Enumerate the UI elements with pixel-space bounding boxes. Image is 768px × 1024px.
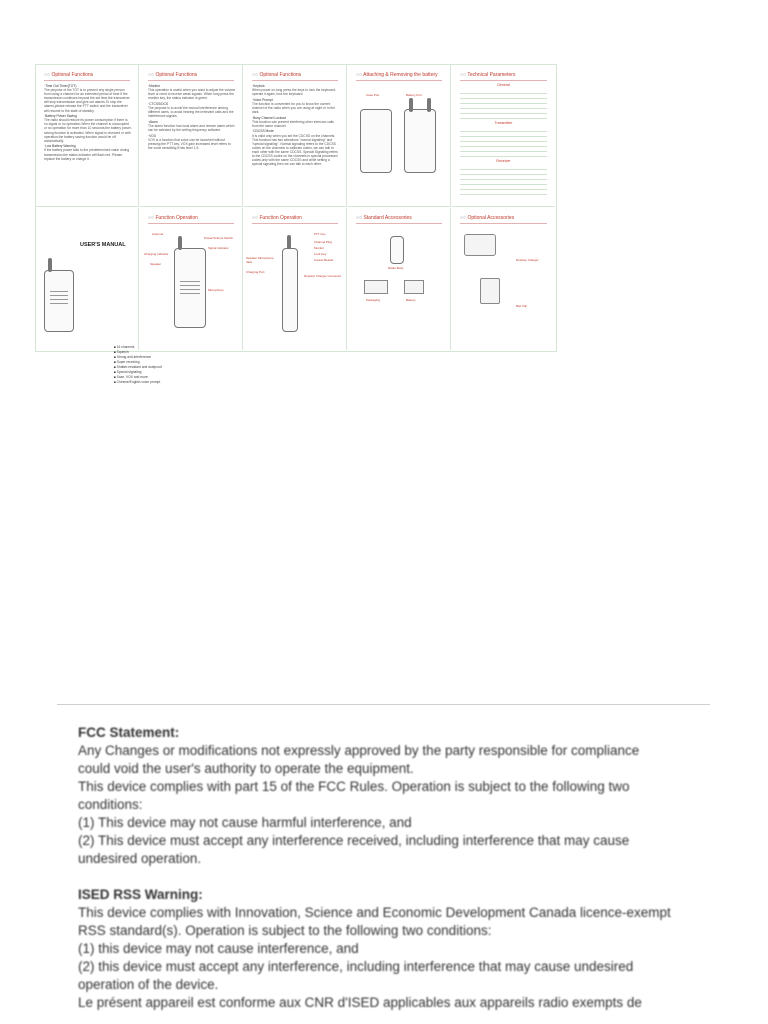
feature-item: ■ Strong anti-interference [114, 355, 162, 360]
panel-text [252, 84, 340, 168]
para-heading: ·Monitor [148, 84, 161, 88]
charging-port-label: Charging Port [246, 270, 265, 274]
lock-key-label: Lock Key [314, 252, 327, 256]
panel-optional-accessories [452, 208, 555, 350]
para-body: If the battery power falls to the predetermined value during transmission,the status indicator will flash red. Please replace the battery or charge it. [44, 148, 130, 161]
panel-function-operation-2 [244, 208, 347, 350]
section-receiver: Receiver [496, 159, 511, 163]
para-body: VOX is a function that voice can be launched without pressing the PTT key. VOX gain increased level refers to the voice sensitivity,it has level 1-9. [148, 137, 231, 150]
panel-optional-functions-3 [244, 65, 347, 207]
microphone-label: Microphone [208, 288, 224, 292]
panel-title: ○○ Optional Functions [44, 72, 93, 78]
feature-item: ■ Super receiving [114, 360, 162, 365]
panel-optional-functions-2 [140, 65, 243, 207]
feature-item: ■ Chinese/English voice prompt [114, 380, 162, 385]
speaker-label: Speaker [150, 262, 162, 266]
desktop-charger-image [464, 234, 496, 256]
title-rule [356, 80, 442, 81]
charging-indicator-label: Charging Indicator [144, 252, 169, 256]
fcc-line: conditions: [78, 797, 143, 812]
panel-title: ○○ Technical Parameters [460, 72, 515, 78]
ised-line: Le présent appareil est conforme aux CNR d'ISED applicables aux appareils radio exempts de [78, 995, 642, 1010]
users-manual-title: USER'S MANUAL [80, 242, 126, 248]
title-rule [148, 80, 234, 81]
belt-clip-label: Belt Clip [516, 304, 528, 308]
param-row [460, 114, 547, 119]
panel-text [148, 84, 236, 151]
ised-heading: ISED RSS Warning: [78, 887, 203, 902]
antenna-shape [409, 98, 413, 112]
panel-standard-accessories [348, 208, 451, 350]
para-heading: ·Battery Power Saving [44, 114, 77, 119]
fcc-line: (1) This device may not cause harmful interference, and [78, 815, 412, 830]
title-rule [356, 223, 442, 224]
para-body: This function can prevent interfering other intercom calls from the same channel. [252, 119, 334, 128]
radio-front-diagram [174, 248, 206, 328]
desktop-charger-label: Desktop Charger [516, 258, 539, 262]
radio-front-image [360, 109, 392, 173]
antenna-label: Antenna [152, 232, 164, 236]
speaker-grille [50, 291, 68, 296]
spacer [78, 868, 718, 886]
power-volume-label: Power/Volume Switch [204, 236, 234, 240]
manual-sheet [35, 64, 557, 384]
title-rule [460, 223, 547, 224]
fcc-line: Any Changes or modifications not expressly approved by the party responsible for compliance [78, 743, 640, 758]
mic-jack-label: Speaker Microphone Jack [246, 256, 274, 264]
belt-clip-image [480, 278, 500, 304]
battery-port-label: Battery Port [406, 93, 422, 97]
para-heading: ·Low Battery Warning [44, 144, 76, 149]
ptt-key-label: PTT Key [314, 232, 326, 236]
speaker-grille [180, 289, 199, 294]
signal-indicator-label: Signal Indicator [208, 246, 229, 250]
feature-list [114, 345, 162, 385]
feature-item: ■ 16 channels [114, 345, 162, 350]
panel-title: ○○ Attaching & Removing the battery [356, 72, 438, 78]
para-heading: ·Keylock [252, 84, 265, 88]
param-row [460, 152, 547, 157]
feature-item: ■ Scan, VOX and more [114, 375, 162, 380]
para-body: The alarm function has local alarm and remote alarm,which can be selected by the writing frequency software. [148, 123, 235, 132]
title-rule [460, 80, 547, 81]
para-body: The function is convenient for you to know the current channel of the radio when you are using at night or in the dark. [252, 101, 336, 115]
title-rule [148, 223, 234, 224]
panel-title: ○○ Optional Functions [148, 72, 197, 78]
battery-image [404, 280, 424, 294]
speaker-grille [180, 281, 199, 286]
fcc-line: could void the user's authority to operate the equipment. [78, 761, 414, 776]
packaging-label: Packaging [366, 298, 381, 302]
title-rule [44, 80, 130, 81]
para-body: The purpose is to avoid the mutual interference among different users, to avoid hearing the irrelevant calls and the interference signals. [148, 105, 234, 119]
fcc-line: undesired operation. [78, 851, 202, 866]
channel-plug-label: Channel Plug [314, 240, 333, 244]
title-rule [252, 223, 338, 224]
ised-line: (2) this device must accept any interference, including interference that may cause undesired [78, 959, 634, 974]
radio-back-image [404, 109, 436, 173]
fcc-heading: FCC Statement: [78, 725, 180, 740]
panel-title: ○○ Optional Accessories [460, 215, 514, 221]
section-transmitter: Transmitter [494, 121, 513, 125]
battery-label: Battery [406, 298, 416, 302]
ised-line: This device complies with Innovation, Science and Economic Development Canada licence-exempt [78, 905, 671, 920]
monitor-label: Monitor [314, 246, 325, 250]
para-heading: ·CTCSS/DCS [148, 101, 169, 106]
para-body: It is valid only when you set the CDCSS on the channels. This function has two selections "normal signaling" and "special signaling". Normal signaling refers to the CDCSS codes on the channels to calibrate codes, we can talk to each other with the same CDCSS. Special Signaling refers to the CDCSS codes on the channels in special processed codes,only with the same CDCSS and while setting a special signaling,then we can talk to each other. [252, 133, 338, 167]
para-body: This operation is useful when you want to adjust the volume level or need to receive weak signals. When long press the monitor key, the status indicator is green. [148, 88, 236, 101]
feature-item: ■ Shatter-resistant and dustproof [114, 365, 162, 370]
para-heading: ·CDCSS Mode [252, 129, 274, 134]
panel-optional-functions-1 [36, 65, 139, 207]
speaker-grille [50, 299, 68, 304]
para-body: The radio should reduce its power consumption if there is no signal or no operation.When the channel is unoccupied or no operation for more than 10 seconds,the battery power-saving function is activated. When signal is received or with operation,the battery saving function would be off automatically. [44, 118, 132, 143]
para-heading: ·Alarm [148, 119, 158, 124]
title-rule [252, 80, 338, 81]
antenna-shape [48, 258, 52, 272]
para-body: When power on,long press the keys to lock the keyboard; operate it again, lock the keyboard. [252, 88, 336, 97]
panel-function-operation-1 [140, 208, 243, 350]
panel-title: ○○ Function Operation [148, 215, 198, 221]
desktop-charger-connector-label: Desktop Charger Connector [304, 274, 342, 278]
radio-body-label: Radio Body [388, 266, 404, 270]
para-heading: ·Time Out Timer(TOT) [44, 84, 77, 88]
cancel-beside-label: Cancel Beside [314, 258, 334, 262]
ised-line: (1) this device may not cause interference, and [78, 941, 359, 956]
section-general: General [497, 83, 510, 87]
panel-cover [36, 208, 139, 350]
radio-body-image [390, 236, 404, 264]
para-heading: ·Busy Channel Lockout [252, 115, 287, 120]
antenna-shape [287, 235, 291, 249]
panel-technical-parameters [452, 65, 555, 207]
panel-title: ○○ Standard Accessories [356, 215, 412, 221]
case-port-label: Case Port [366, 93, 380, 97]
compliance-statements [78, 724, 718, 1012]
antenna-shape [178, 236, 182, 250]
packaging-image [364, 280, 388, 294]
para-heading: ·VOX [148, 133, 157, 138]
radio-cover-image [44, 270, 74, 332]
para-heading: ·Voice Prompt [252, 97, 273, 102]
section-divider [57, 704, 710, 705]
ised-line: operation of the device. [78, 977, 219, 992]
feature-item: ■ Squelch [114, 350, 162, 355]
feature-item: ■ Special signaling [114, 370, 162, 375]
fcc-line: This device complies with part 15 of the FCC Rules. Operation is subject to the following two [78, 779, 630, 794]
radio-side-diagram [282, 248, 298, 332]
param-row [460, 190, 547, 195]
panel-title: ○○ Function Operation [252, 215, 302, 221]
fcc-line: (2) This device must accept any interference received, including interference that may cause [78, 833, 630, 848]
ised-line: RSS standard(s). Operation is subject to the following two conditions: [78, 923, 492, 938]
antenna-shape [427, 98, 431, 112]
para-body: The purpose of the TOT is to prevent any single person from using a channel for an extended period of time.If the transmission continues beyond the set time,the transceiver will stop transmission and give out alarms.To stop the alarms,please release the PTT switch and the transceiver will resume to the state of standby. [44, 88, 130, 113]
panel-battery [348, 65, 451, 207]
panel-text [44, 84, 132, 162]
panel-title: ○○ Optional Functions [252, 72, 301, 78]
